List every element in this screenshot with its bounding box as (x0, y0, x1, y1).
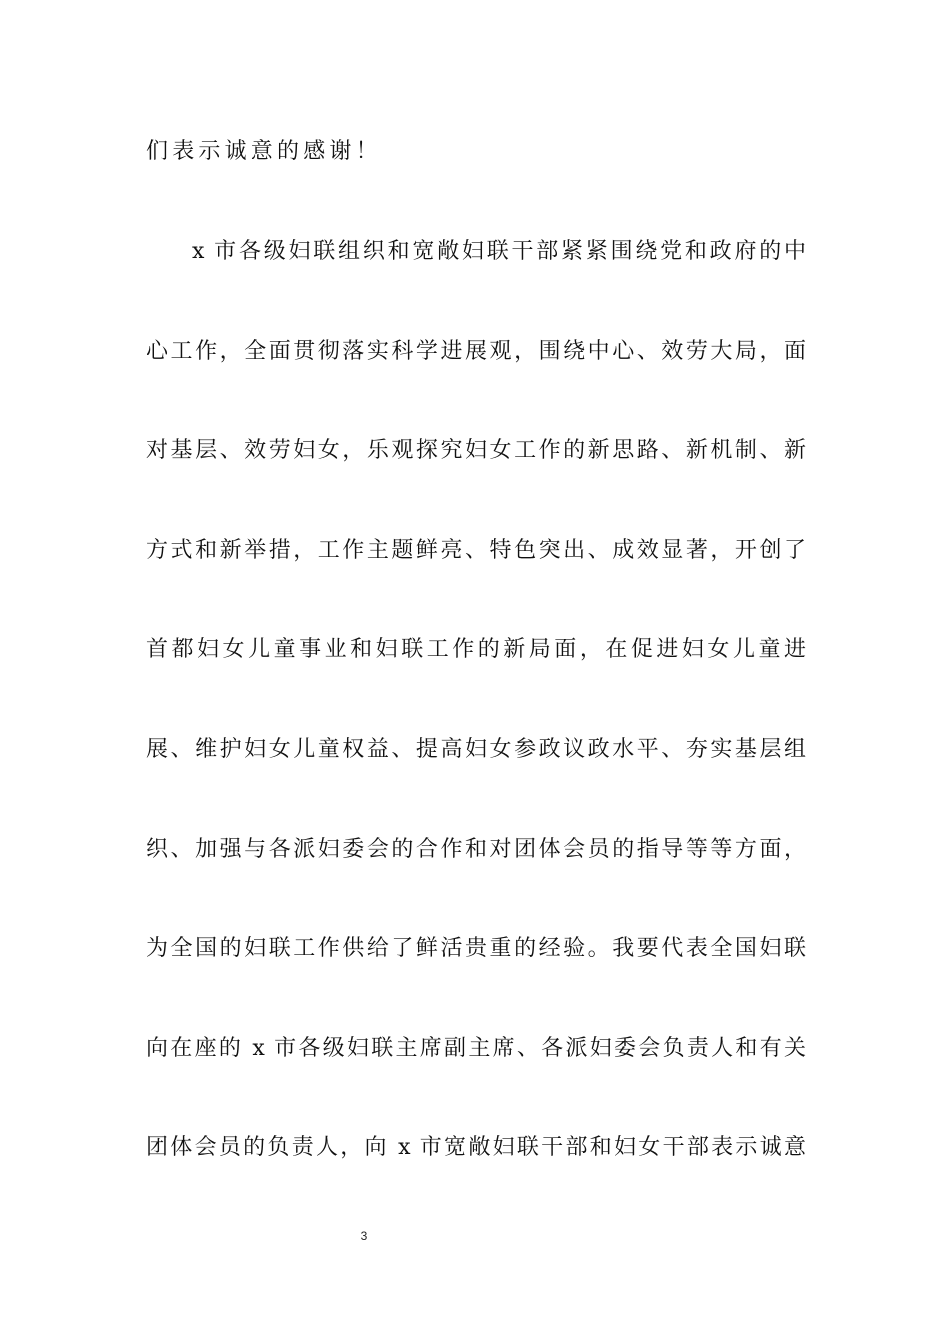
text-line-5: 方式和新举措，工作主题鲜亮、特色突出、成效显著，开创了 (146, 538, 806, 563)
text-line-6: 首都妇女儿童事业和妇联工作的新局面，在促进妇女儿童进 (146, 637, 806, 662)
text-line-11: 团体会员的负责人，向 x 市宽敞妇联干部和妇女干部表示诚意 (146, 1135, 806, 1160)
page-number: 3 (360, 1229, 368, 1243)
text-line-8: 织、加强与各派妇委会的合作和对团体会员的指导等等方面， (146, 837, 806, 862)
text-line-3: 心工作，全面贯彻落实科学进展观，围绕中心、效劳大局，面 (146, 339, 806, 364)
text-line-10: 向在座的 x 市各级妇联主席副主席、各派妇委会负责人和有关 (146, 1036, 806, 1061)
text-line-7: 展、维护妇女儿童权益、提高妇女参政议政水平、夯实基层组 (146, 737, 806, 762)
text-line-1: 们表示诚意的感谢！ (146, 139, 382, 164)
text-line-2: x 市各级妇联组织和宽敞妇联干部紧紧围绕党和政府的中 (192, 239, 806, 264)
text-line-4: 对基层、效劳妇女，乐观探究妇女工作的新思路、新机制、新 (146, 438, 806, 463)
text-line-9: 为全国的妇联工作供给了鲜活贵重的经验。我要代表全国妇联 (146, 936, 806, 961)
